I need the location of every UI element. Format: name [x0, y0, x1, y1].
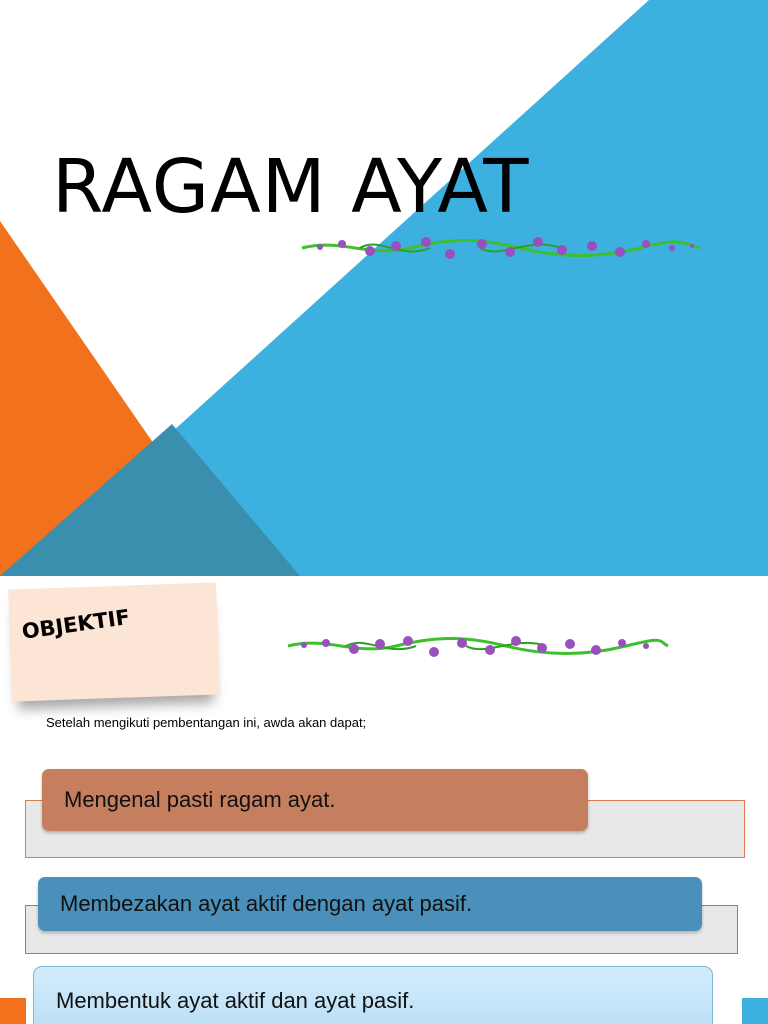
objective-heading: OBJEKTIF [20, 604, 132, 644]
objectives-slide [0, 576, 768, 1024]
objective-text-3: Membentuk ayat aktif dan ayat pasif. [56, 988, 415, 1013]
floral-vine-icon [300, 234, 702, 264]
blue-corner-accent [742, 998, 768, 1024]
objective-item-1 [42, 769, 588, 831]
objective-text-2: Membezakan ayat aktif dengan ayat pasif. [60, 891, 473, 916]
orange-corner-accent [0, 998, 26, 1024]
floral-vine-icon [286, 633, 670, 661]
objective-card [8, 582, 220, 701]
objective-item-3 [33, 966, 713, 1024]
slide-title: RAGAM AYAT [52, 144, 530, 230]
intro-text: Setelah mengikuti pembentangan ini, awda akan dapat; [46, 715, 367, 730]
objective-text-1: Mengenal pasti ragam ayat. [64, 787, 336, 812]
objective-item-2 [38, 877, 702, 931]
